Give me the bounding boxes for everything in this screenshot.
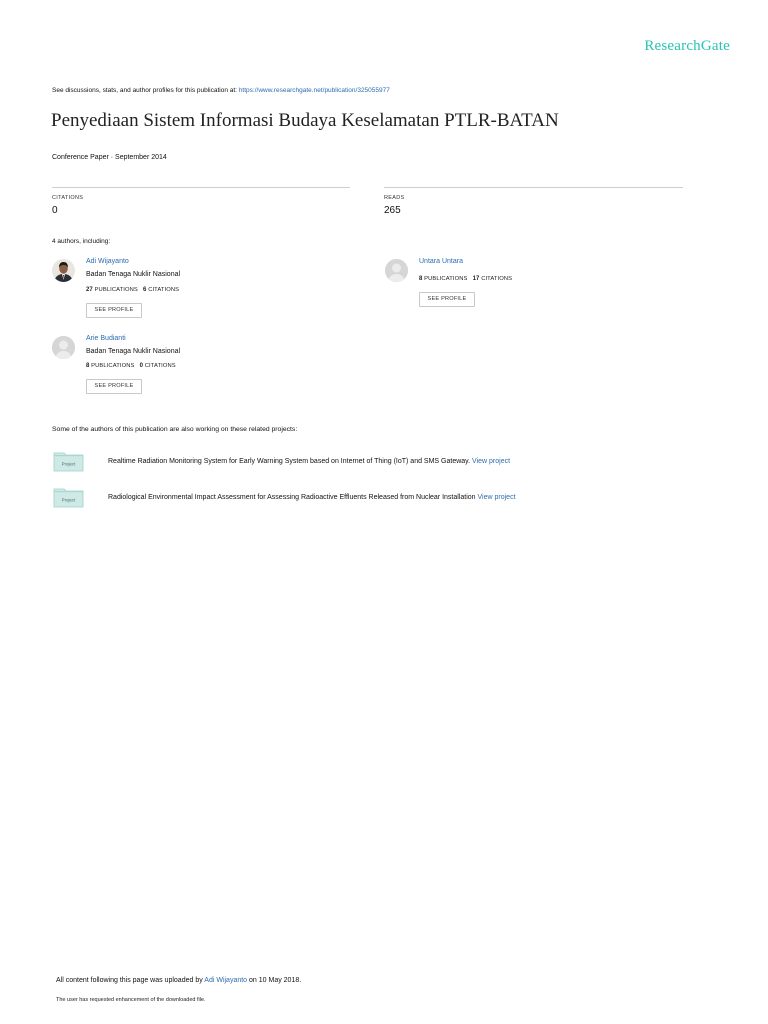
see-profile-button[interactable]: SEE PROFILE [419,292,475,307]
see-profile-button[interactable]: SEE PROFILE [86,303,142,318]
researchgate-logo[interactable]: ResearchGate [644,38,730,54]
citations-value: 0 [52,205,58,216]
citations-divider [52,187,350,188]
project-title: Radiological Environmental Impact Assessment for Assessing Radioactive Effluents Released from Nuclear Installation [108,494,476,501]
project-item [108,494,516,501]
author-publications-label: PUBLICATIONS [424,276,468,282]
see-profile-button[interactable]: SEE PROFILE [86,379,142,394]
reads-label: READS [384,195,405,201]
see-discussions-text: See discussions, stats, and author profiles for this publication at: [52,87,237,94]
project-icon-label: Project [61,461,76,467]
author-publications-count: 27 [86,287,93,293]
view-project-link[interactable]: View project [472,458,511,465]
project-folder-icon [53,451,84,472]
view-project-link[interactable]: View project [477,494,516,501]
upload-info [56,977,301,984]
upload-date: on 10 May 2018. [249,977,302,984]
upload-prefix: All content following this page was uploaded by [56,977,203,984]
author-stats [86,287,179,293]
enhancement-note: The user has requested enhancement of the downloaded file. [56,997,206,1003]
author-citations-count: 0 [139,363,144,369]
publication-meta: Conference Paper · September 2014 [52,154,167,161]
publication-title: Penyediaan Sistem Informasi Budaya Keselamatan PTLR-BATAN [51,110,559,131]
project-icon-label: Project [61,497,76,503]
user-silhouette-icon [385,259,408,282]
user-silhouette-icon [52,336,75,359]
author-publications-count: 8 [419,276,423,282]
author-institution: Badan Tenaga Nuklir Nasional [86,348,181,355]
author-institution: Badan Tenaga Nuklir Nasional [86,271,181,278]
author-citations-count: 17 [472,276,480,282]
author-avatar-placeholder[interactable] [385,259,408,282]
author-stats [86,363,176,369]
author-publications-label: PUBLICATIONS [94,287,138,293]
author-citations-label: CITATIONS [148,287,180,293]
uploader-link[interactable]: Adi Wijayanto [204,977,248,984]
reads-divider [384,187,683,188]
author-avatar-photo[interactable] [52,259,75,282]
reads-value: 265 [384,205,401,216]
author-citations-label: CITATIONS [144,363,176,369]
project-title: Realtime Radiation Monitoring System for Early Warning System based on Internet of Thing (IoT) and SMS Gateway. [108,458,471,465]
author-publications-count: 8 [86,363,90,369]
author-photo-icon [52,259,75,282]
author-name-link[interactable]: Arie Budianti [86,335,126,342]
citations-label: CITATIONS [52,195,84,201]
author-stats [419,276,512,282]
author-publications-label: PUBLICATIONS [91,363,135,369]
project-folder-icon [53,487,84,508]
author-name-link[interactable]: Adi Wijayanto [86,258,129,265]
publication-url-link[interactable]: https://www.researchgate.net/publication/325055977 [238,87,390,94]
authors-heading: 4 authors, including: [52,238,111,245]
project-item [108,458,510,465]
author-citations-label: CITATIONS [481,276,513,282]
see-discussions-line [52,87,390,94]
related-projects-heading: Some of the authors of this publication are also working on these related projects: [52,426,298,433]
author-citations-count: 6 [143,287,147,293]
author-name-link[interactable]: Untara Untara [419,258,463,265]
author-avatar-placeholder[interactable] [52,336,75,359]
